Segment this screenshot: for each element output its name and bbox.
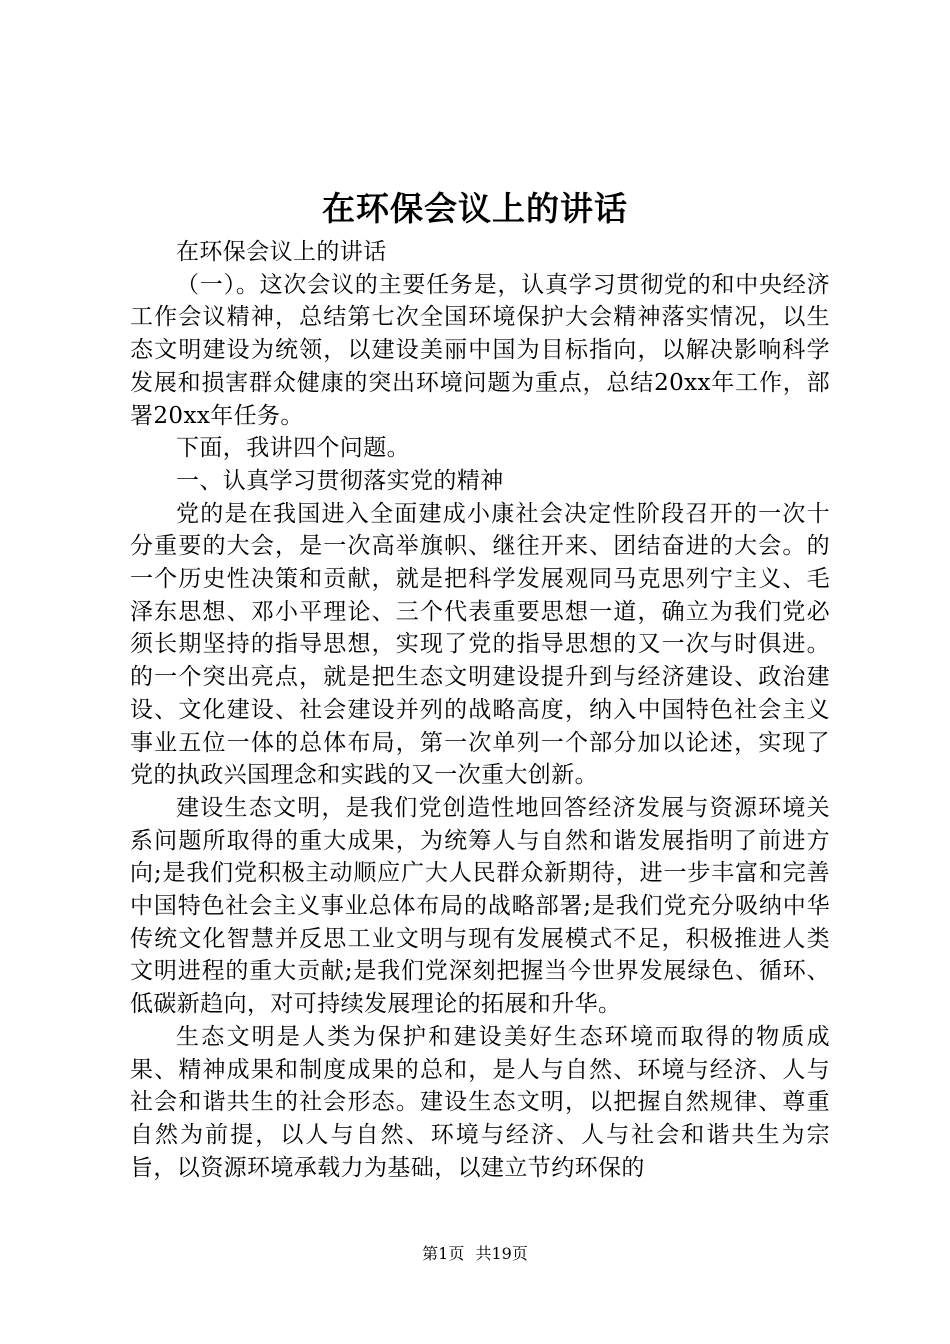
page-number-total: 共19页: [475, 1244, 528, 1263]
paragraph: 建设生态文明，是我们党创造性地回答经济发展与资源环境关系问题所取得的重大成果，为统筹人与自然和谐发展指明了前进方向;是我们党积极主动顺应广大人民群众新期待，进一步丰富和完善中国特色社会主义事业总体布局的战略部署;是我们党充分吸纳中华传统文化智慧并反思工业文明与现有发展模式不足，积极推进人类文明进程的重大贡献;是我们党深刻把握当今世界发展绿色、循环、低碳新趋向，对可持续发展理论的拓展和升华。: [130, 794, 830, 1018]
document-body: [130, 236, 830, 1184]
paragraph: 下面，我讲四个问题。: [176, 435, 410, 462]
paragraph: （一）。这次会议的主要任务是，认真学习贯彻党的和中央经济工作会议精神，总结第七次全国环境保护大会精神落实情况，以生态文明建设为统领，以建设美丽中国为目标指向，以解决影响科学发展和损害群众健康的突出环境问题为重点，总结20xx年工作，部署20xx年任务。: [130, 271, 830, 429]
paragraph: 生态文明是人类为保护和建设美好生态环境而取得的物质成果、精神成果和制度成果的总和，是人与自然、环境与经济、人与社会和谐共生的社会形态。建设生态文明，以把握自然规律、尊重自然为前提，以人与自然、环境与经济、人与社会和谐共生为宗旨，以资源环境承载力为基础，以建立节约环保的: [130, 1023, 830, 1181]
paragraph: 党的是在我国进入全面建成小康社会决定性阶段召开的一次十分重要的大会，是一次高举旗帜、继往开来、团结奋进的大会。的一个历史性决策和贡献，就是把科学发展观同马克思列宁主义、毛泽东思想、邓小平理论、三个代表重要思想一道，确立为我们党必须长期坚持的指导思想，实现了党的指导思想的又一次与时俱进。的一个突出亮点，就是把生态文明建设提升到与经济建设、政治建设、文化建设、社会建设并列的战略高度，纳入中国特色社会主义事业五位一体的总体布局，第一次单列一个部分加以论述，实现了党的执政兴国理念和实践的又一次重大创新。: [130, 500, 830, 789]
page-number-current: 第1页: [422, 1244, 465, 1263]
section-heading: 一、认真学习贯彻落实党的精神: [176, 467, 504, 494]
paragraph-heading: 在环保会议上的讲话: [176, 239, 387, 265]
document-title: 在环保会议上的讲话: [322, 189, 628, 228]
page-footer: [0, 1242, 950, 1266]
